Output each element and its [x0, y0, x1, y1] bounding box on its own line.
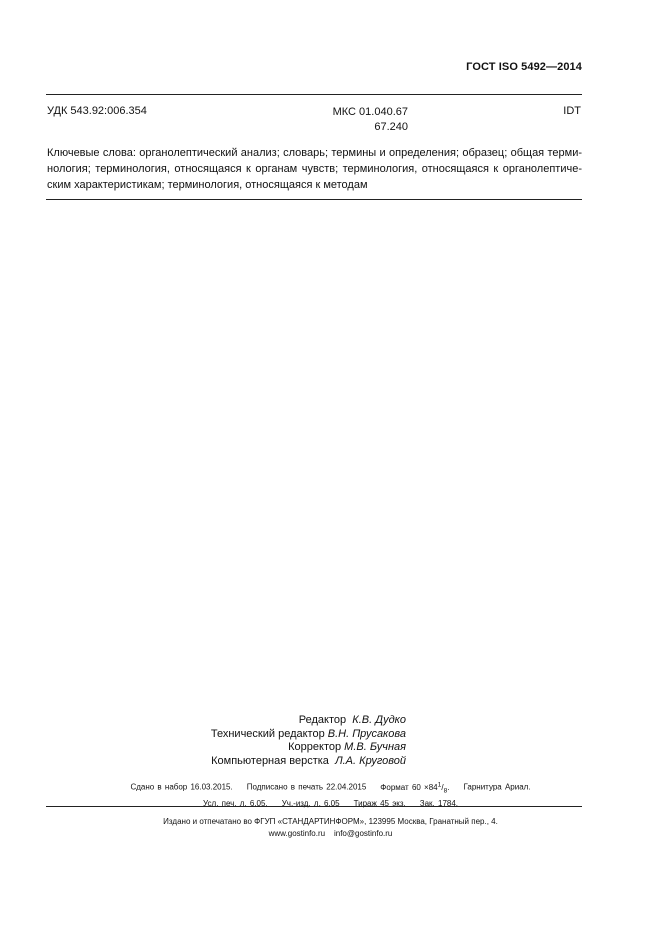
publisher-website[interactable]: www.gostinfo.ru [268, 829, 326, 838]
credit-line [200, 741, 406, 755]
order-number: Зак. 1784. [419, 799, 459, 809]
mks-line-2: 67.240 [374, 121, 408, 133]
submitted-date: Сдано в набор 16.03.2015. [130, 782, 233, 792]
credit-name: Л.А. Круговой [335, 754, 406, 767]
publisher-email[interactable]: info@gostinfo.ru [333, 829, 393, 838]
typeface: Гарнитура Ариал. [463, 782, 531, 792]
credit-name: В.Н. Прусакова [327, 727, 406, 740]
idt-label: IDT [563, 105, 581, 117]
credit-name: М.В. Бучная [344, 741, 406, 753]
credit-role: Редактор [298, 714, 347, 726]
keywords-rule [46, 199, 582, 200]
credit-role: Корректор [288, 741, 342, 753]
udk-code: УДК 543.92:006.354 [47, 105, 147, 117]
publisher-info [0, 816, 661, 840]
print-run: Тираж 45 экз. [353, 799, 406, 809]
format-denominator: 8 [443, 787, 448, 795]
publishing-sheets: Уч.-изд. л. 6,05 [281, 799, 340, 809]
document-code: ГОСТ ISO 5492—2014 [466, 61, 582, 73]
publisher-address: Издано и отпечатано во ФГУП «СТАНДАРТИНФОРМ», 123995 Москва, Гранатный пер., 4. [163, 817, 498, 826]
credit-line [200, 728, 406, 742]
format-numerator: 1 [437, 781, 442, 788]
credits-block [200, 714, 406, 768]
credit-line [200, 714, 406, 728]
publication-rule [46, 806, 582, 807]
publication-line-2 [0, 797, 661, 810]
credit-role: Компьютерная верстка [211, 754, 329, 767]
credit-line [200, 755, 406, 769]
credit-name: К.В. Дудко [352, 714, 406, 726]
mks-code [318, 105, 408, 135]
mks-line-1: МКС 01.040.67 [332, 106, 408, 118]
signed-date: Подписано в печать 22.04.2015 [246, 782, 367, 792]
publisher-contacts [0, 828, 661, 840]
paper-format: Формат $60 \times 84^1/_8$. [380, 781, 450, 795]
print-sheets: Усл. печ. л. 6,05. [202, 799, 268, 809]
format-prefix: Формат 60 ×84 [380, 782, 438, 792]
header-rule [46, 94, 582, 95]
keywords-paragraph: Ключевые слова: органолептический анализ; словарь; термины и определения; образец; общая терми-нология; терминология, относящаяся к органам чувств; терминология, относящаяся к органолептиче-ским характеристикам; терминология, относящаяся к методам [47, 147, 582, 191]
credit-role: Технический редактор [210, 727, 325, 740]
publication-line-1 [0, 778, 661, 797]
